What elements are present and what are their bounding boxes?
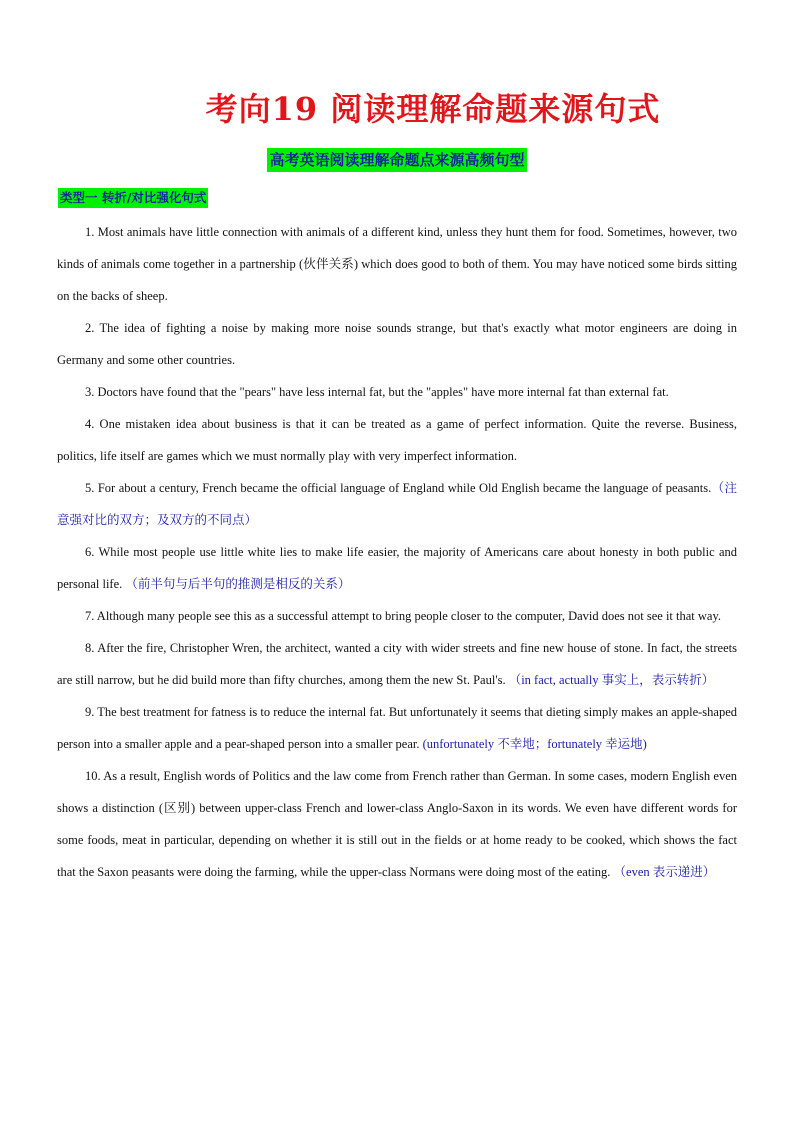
- paragraph-text: 1. Most animals have little connection with animals of a different kind, unless they hunt them for food. Sometimes, however, two kinds of animals come together in a partnership (伙伴关系) which does good to both of them. You may have noticed some birds sitting on the backs of sheep.: [57, 225, 737, 303]
- paragraph-note: （注意强对比的双方；及双方的不同点）: [57, 481, 737, 527]
- page-title: [0, 84, 794, 130]
- paragraph-note: (unfortunately 不幸地；fortunately 幸运地): [422, 737, 647, 751]
- paragraph-note: （in fact, actually 事实上，表示转折）: [508, 673, 715, 687]
- paragraph-text: 3. Doctors have found that the "pears" have less internal fat, but the "apples" have more internal fat than external fat.: [85, 385, 669, 399]
- paragraph-note: （前半句与后半句的推测是相反的关系）: [125, 577, 351, 591]
- paragraph-5: [57, 472, 737, 536]
- paragraph-6: [57, 536, 737, 600]
- subtitle-row: [0, 148, 794, 172]
- paragraph-3: [57, 376, 737, 408]
- paragraph-text: 7. Although many people see this as a successful attempt to bring people closer to the computer, David does not see it that way.: [85, 609, 722, 623]
- paragraph-9: [57, 696, 737, 760]
- paragraph-7: [57, 600, 737, 632]
- paragraph-note: （even 表示递进）: [613, 865, 716, 879]
- paragraph-4: [57, 408, 737, 472]
- paragraph-text: 9. The best treatment for fatness is to reduce the internal fat. But unfortunately it seems that dieting simply makes an apple-shaped person into a smaller apple and a pear-shaped person into a smaller pear.: [57, 705, 738, 751]
- paragraph-text: 5. For about a century, French became the official language of England while Old English became the language of peasants.: [85, 481, 712, 495]
- section-heading: 类型一 转折/对比强化句式: [58, 188, 208, 208]
- paragraph-text: 6. While most people use little white lies to make life easier, the majority of Americans care about honesty in both public and personal life.: [57, 545, 737, 591]
- document-body: [57, 216, 737, 888]
- page-title-text: 考向19 阅读理解命题来源句式: [205, 90, 661, 128]
- paragraph-10: [57, 760, 737, 888]
- paragraph-text: 4. One mistaken idea about business is that it can be treated as a game of perfect information. Quite the reverse. Business, politics, life itself are games which we must normally play with very imperfect information.: [57, 417, 737, 463]
- paragraph-8: [57, 632, 737, 696]
- paragraph-text: 2. The idea of fighting a noise by making more noise sounds strange, but that's exactly what motor engineers are doing in Germany and some other countries.: [57, 321, 737, 367]
- subtitle-highlight: 高考英语阅读理解命题点来源高频句型: [267, 148, 526, 172]
- paragraph-text: 10. As a result, English words of Politics and the law come from French rather than German. In some cases, modern English even shows a distinction (区别) between upper-class French and lower-class Anglo-Saxon in its words. We even have different words for some foods, meat in particular, depending on whether it is still out in the fields or at home ready to be cooked, which shows the fact that the Saxon peasants were doing the farming, while the upper-class Normans were doing most of the eating.: [57, 769, 737, 879]
- paragraph-text: 8. After the fire, Christopher Wren, the architect, wanted a city with wider streets and fine new house of stone. In fact, the streets are still narrow, but he did build more than fifty churches, among them the new St. Paul's.: [57, 641, 737, 687]
- paragraph-1: [57, 216, 737, 312]
- paragraph-2: [57, 312, 737, 376]
